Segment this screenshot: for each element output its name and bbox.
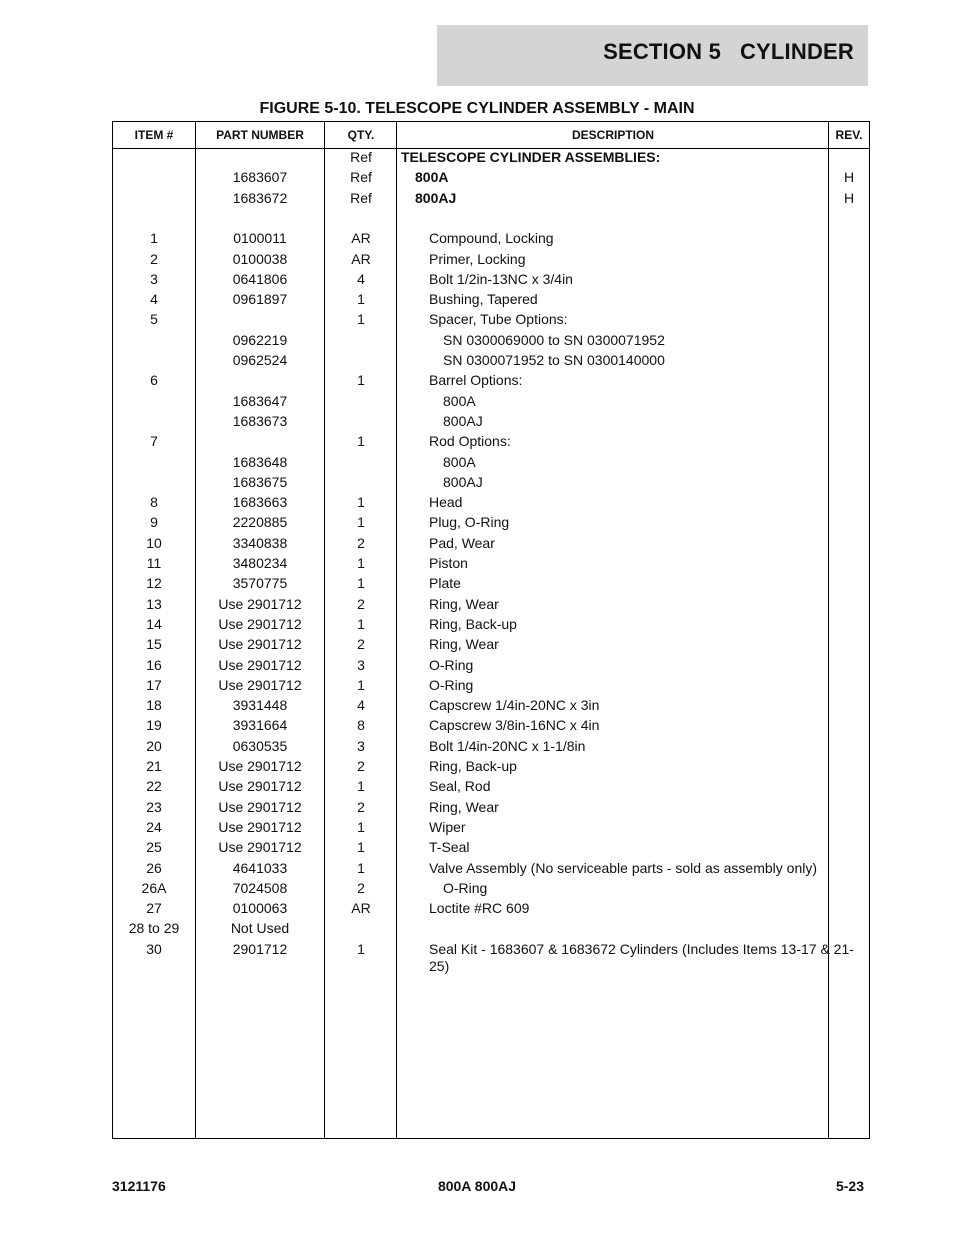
- part-number: Use 2901712: [218, 839, 302, 856]
- quantity: 2: [357, 758, 365, 774]
- description: Pad, Wear: [429, 534, 495, 551]
- item-number: 26: [146, 859, 162, 876]
- quantity: 1: [357, 859, 365, 876]
- item-number: 23: [146, 798, 162, 815]
- description: Valve Assembly (No serviceable parts - sold as assembly only): [429, 859, 818, 876]
- part-number: 3570775: [232, 575, 288, 592]
- item-number: 1: [150, 230, 158, 247]
- quantity: 1: [357, 615, 365, 632]
- part-number: Not Used: [230, 920, 290, 937]
- footer-page-number: 5-23: [835, 1178, 864, 1194]
- description: Plate: [429, 575, 461, 592]
- quantity: 1: [357, 575, 365, 592]
- item-number: 8: [150, 494, 158, 511]
- quantity: Ref: [350, 189, 372, 206]
- part-number: 1683607: [232, 169, 288, 186]
- part-number: 0100011: [233, 230, 287, 247]
- header-revision: REV.: [835, 128, 863, 142]
- description: Spacer, Tube Options:: [429, 311, 568, 328]
- item-number: 15: [146, 636, 162, 653]
- header-part-number: PART NUMBER: [216, 128, 304, 142]
- description: Capscrew 1/4in-20NC x 3in: [429, 697, 600, 714]
- part-number: 1683675: [232, 473, 288, 490]
- part-number: 7024508: [232, 879, 288, 896]
- item-number: 22: [146, 778, 162, 795]
- item-number: 21: [146, 758, 162, 774]
- description: 800A: [415, 169, 449, 186]
- item-number: 13: [146, 595, 162, 612]
- quantity: Ref: [350, 169, 372, 186]
- description: Seal Kit - 1683607 & 1683672 Cylinders (Includes Items 13-17 & 21-25): [429, 940, 854, 974]
- item-number: 3: [150, 270, 158, 287]
- part-number: 0962524: [232, 352, 288, 368]
- description: Barrel Options:: [429, 372, 523, 389]
- item-number: 12: [146, 575, 162, 592]
- quantity: 1: [357, 818, 365, 835]
- quantity: 1: [357, 291, 365, 308]
- part-number: 2220885: [232, 514, 288, 531]
- header-item-number: ITEM #: [134, 128, 174, 142]
- item-number: 16: [146, 656, 162, 673]
- figure-title: FIGURE 5-10. TELESCOPE CYLINDER ASSEMBLY - MAIN: [259, 100, 695, 117]
- quantity: AR: [351, 250, 371, 267]
- header-description: DESCRIPTION: [571, 128, 654, 142]
- part-number: Use 2901712: [218, 778, 302, 795]
- quantity: 1: [357, 676, 365, 693]
- quantity: 1: [357, 839, 365, 856]
- quantity: 1: [357, 494, 365, 511]
- description: Capscrew 3/8in-16NC x 4in: [429, 717, 600, 734]
- part-number: Use 2901712: [218, 656, 302, 673]
- part-number: Use 2901712: [218, 758, 302, 774]
- description: Ring, Back-up: [429, 758, 517, 774]
- quantity: AR: [351, 230, 371, 247]
- part-number: 0961897: [232, 291, 288, 308]
- quantity: 1: [357, 778, 365, 795]
- item-number: 30: [146, 940, 162, 957]
- item-number: 7: [150, 433, 158, 450]
- item-number: 18: [146, 697, 162, 714]
- description: Loctite #RC 609: [429, 900, 530, 917]
- item-number: 2: [150, 250, 158, 267]
- part-number: Use 2901712: [218, 798, 302, 815]
- quantity: 3: [357, 656, 365, 673]
- part-number: 1683648: [232, 453, 288, 470]
- quantity: 3: [357, 737, 365, 754]
- part-number: Use 2901712: [218, 818, 302, 835]
- part-number: Use 2901712: [218, 636, 302, 653]
- quantity: 1: [357, 555, 365, 571]
- description: Ring, Back-up: [429, 615, 517, 632]
- item-number: 9: [150, 514, 158, 531]
- part-number: 3931664: [232, 717, 288, 734]
- quantity: 2: [357, 595, 365, 612]
- part-number: 2901712: [232, 940, 288, 957]
- description: SN 0300069000 to SN 0300071952: [443, 331, 665, 348]
- part-number: Use 2901712: [218, 615, 302, 632]
- part-number: Use 2901712: [218, 676, 302, 693]
- description: 800AJ: [443, 412, 483, 429]
- description: Rod Options:: [429, 433, 511, 450]
- item-number: 24: [146, 818, 162, 835]
- item-number: 17: [146, 676, 162, 693]
- description: Ring, Wear: [429, 595, 499, 612]
- item-number: 14: [146, 615, 162, 632]
- section-title: SECTION 5 CYLINDER: [603, 39, 854, 64]
- parts-table: [112, 121, 870, 1139]
- section-banner: [437, 25, 868, 86]
- item-number: 5: [150, 311, 158, 328]
- item-number: 27: [146, 900, 162, 917]
- description: O-Ring: [443, 879, 488, 896]
- item-number: 26A: [141, 879, 167, 896]
- part-number: 3340838: [232, 534, 288, 551]
- part-number: 0641806: [232, 270, 288, 287]
- description: TELESCOPE CYLINDER ASSEMBLIES:: [401, 149, 661, 165]
- part-number: 4641033: [232, 859, 288, 876]
- part-number: 0962219: [232, 331, 288, 348]
- footer-model: 800A 800AJ: [437, 1178, 517, 1194]
- part-number: 0100063: [232, 900, 288, 917]
- quantity: 2: [357, 798, 365, 815]
- description: Compound, Locking: [429, 230, 554, 247]
- item-number: 6: [150, 372, 158, 389]
- description: 800A: [443, 453, 476, 470]
- item-number: 20: [146, 737, 162, 754]
- revision: H: [843, 189, 855, 206]
- quantity: 4: [357, 697, 365, 714]
- description: Plug, O-Ring: [429, 514, 510, 531]
- footer-doc-number: 3121176: [112, 1178, 166, 1194]
- quantity: 2: [357, 534, 365, 551]
- item-number: 11: [146, 555, 162, 571]
- quantity: AR: [351, 900, 371, 917]
- description: Seal, Rod: [429, 778, 491, 795]
- quantity: 1: [357, 311, 365, 328]
- quantity: 1: [357, 940, 365, 957]
- item-number: 28 to 29: [128, 920, 180, 937]
- description: Bolt 1/2in-13NC x 3/4in: [429, 270, 573, 287]
- item-number: 25: [146, 839, 162, 856]
- description: 800A: [443, 392, 476, 409]
- revision: H: [843, 169, 855, 186]
- part-number: 3480234: [232, 555, 288, 571]
- description: Bolt 1/4in-20NC x 1-1/8in: [429, 737, 586, 754]
- quantity: Ref: [350, 149, 372, 165]
- quantity: 2: [357, 879, 365, 896]
- description: Bushing, Tapered: [429, 291, 538, 308]
- description: O-Ring: [429, 656, 474, 673]
- part-number: 1683647: [232, 392, 288, 409]
- description: 800AJ: [443, 473, 483, 490]
- part-number: 1683663: [232, 494, 288, 511]
- quantity: 2: [357, 636, 365, 653]
- part-number: 1683673: [232, 412, 288, 429]
- description: Wiper: [429, 818, 466, 835]
- quantity: 1: [357, 372, 365, 389]
- description: Ring, Wear: [429, 798, 499, 815]
- quantity: 1: [357, 433, 365, 450]
- item-number: 19: [146, 717, 162, 734]
- part-number: 0630535: [232, 737, 288, 754]
- quantity: 4: [357, 270, 365, 287]
- description: T-Seal: [429, 839, 470, 856]
- description: 800AJ: [415, 189, 457, 206]
- header-quantity: QTY.: [347, 128, 375, 142]
- description: Head: [429, 494, 463, 511]
- description: Ring, Wear: [429, 636, 499, 653]
- description: Piston: [429, 555, 468, 571]
- item-number: 10: [146, 534, 162, 551]
- part-number: 3931448: [232, 697, 288, 714]
- part-number: Use 2901712: [218, 595, 302, 612]
- item-number: 4: [150, 291, 158, 308]
- description: O-Ring: [429, 676, 474, 693]
- quantity: 1: [357, 514, 365, 531]
- description: Primer, Locking: [429, 250, 526, 267]
- description: SN 0300071952 to SN 0300140000: [443, 352, 665, 368]
- quantity: 8: [357, 717, 365, 734]
- part-number: 0100038: [232, 250, 288, 267]
- part-number: 1683672: [232, 189, 288, 206]
